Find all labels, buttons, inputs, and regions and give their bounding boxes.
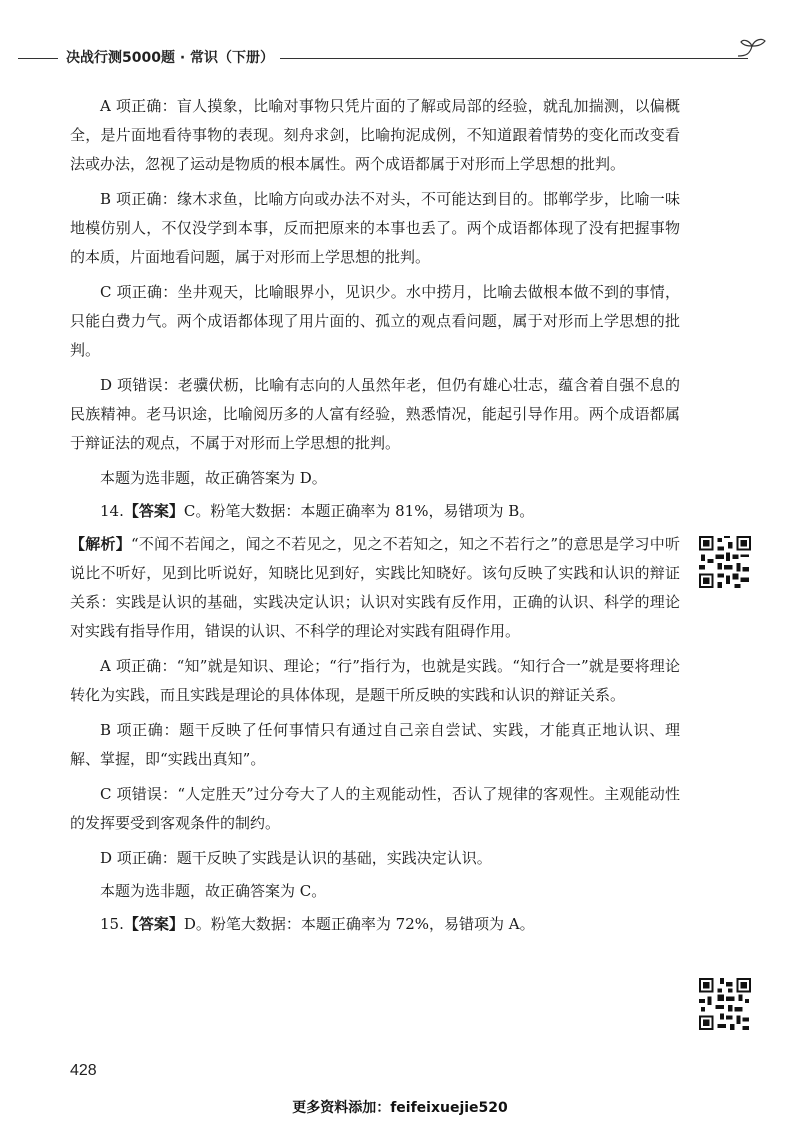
answer-14-number: 14. bbox=[100, 502, 124, 520]
analysis-14-label: 【解析】 bbox=[70, 535, 131, 553]
analysis-14-text: “不闻不若闻之，闻之不若见之，见之不若知之，知之不若行之”的意思是学习中听说比不听好，见到比听说好，知晓比见到好，实践比知晓好。该句反映了实践和认识的辩证关系：实践是认识的基础，实践决定认识；认识对实践有反作用，正确的认识、科学的理论对实践有指导作用，错误的认识、不科学的理论对实践有阻碍作用。 bbox=[70, 535, 680, 640]
header-rule-right bbox=[280, 58, 748, 59]
footer-note: 更多资料添加：feifeixuejie520 bbox=[292, 1100, 508, 1116]
qr-code-icon[interactable] bbox=[699, 978, 751, 1030]
paragraph-option-c-14: C 项错误：“人定胜天”过分夸大了人的主观能动性，否认了规律的客观性。主观能动性的发挥要受到客观条件的制约。 bbox=[70, 785, 680, 832]
answer-15-label: 【答案】 bbox=[123, 915, 184, 933]
qr-code-icon[interactable] bbox=[699, 536, 751, 588]
paragraph-option-c-13: C 项正确：坐井观天，比喻眼界小，见识少。水中捞月，比喻去做根本做不到的事情，只能白费力气。两个成语都体现了用片面的、孤立的观点看问题，属于对形而上学思想的批判。 bbox=[70, 283, 680, 359]
main-content bbox=[70, 92, 680, 943]
answer-14-label: 【答案】 bbox=[123, 502, 184, 520]
sprout-icon bbox=[734, 34, 770, 60]
paragraph-conclusion-14: 本题为选非题，故正确答案为 C。 bbox=[100, 882, 327, 900]
paragraph-option-b-14: B 项正确：题干反映了任何事情只有通过自己亲自尝试、实践，才能真正地认识、理解、掌握，即“实践出真知”。 bbox=[70, 721, 680, 768]
paragraph-conclusion-13: 本题为选非题，故正确答案为 D。 bbox=[100, 469, 327, 487]
answer-15-text: D。粉笔大数据：本题正确率为 72%，易错项为 A。 bbox=[183, 915, 535, 933]
answer-14-text: C。粉笔大数据：本题正确率为 81%，易错项为 B。 bbox=[183, 502, 535, 520]
paragraph-option-a-14: A 项正确：“知”就是知识、理论；“行”指行为，也就是实践。“知行合一”就是要将理论转化为实践，而且实践是理论的具体体现，是题干所反映的实践和认识的辩证关系。 bbox=[70, 657, 680, 704]
answer-14 bbox=[70, 497, 680, 526]
paragraph-option-b-13: B 项正确：缘木求鱼，比喻方向或办法不对头，不可能达到目的。邯郸学步，比喻一味地模仿别人，不仅没学到本事，反而把原来的本事也丢了。两个成语都体现了没有把握事物的本质，片面地看问题，属于对形而上学思想的批判。 bbox=[70, 190, 680, 266]
paragraph-option-d-14: D 项正确：题干反映了实践是认识的基础，实践决定认识。 bbox=[100, 849, 492, 867]
answer-15-number: 15. bbox=[100, 915, 124, 933]
header-title: 决战行测5000题 · 常识（下册） bbox=[66, 50, 275, 66]
analysis-14 bbox=[70, 530, 680, 646]
paragraph-option-a-13: A 项正确：盲人摸象，比喻对事物只凭片面的了解或局部的经验，就乱加揣测，以偏概全，是片面地看待事物的表现。刻舟求剑，比喻拘泥成例，不知道跟着情势的变化而改变看法或办法，忽视了运动是物质的根本属性。两个成语都属于对形而上学思想的批判。 bbox=[70, 97, 680, 173]
paragraph-option-d-13: D 项错误：老骥伏枥，比喻有志向的人虽然年老，但仍有雄心壮志，蕴含着自强不息的民族精神。老马识途，比喻阅历多的人富有经验，熟悉情况，能起引导作用。两个成语都属于辩证法的观点，不属于对形而上学思想的批判。 bbox=[70, 376, 680, 452]
answer-15 bbox=[70, 910, 680, 939]
page-number: 428 bbox=[70, 1062, 97, 1079]
header-rule-left bbox=[18, 58, 58, 59]
page-header bbox=[18, 42, 778, 72]
